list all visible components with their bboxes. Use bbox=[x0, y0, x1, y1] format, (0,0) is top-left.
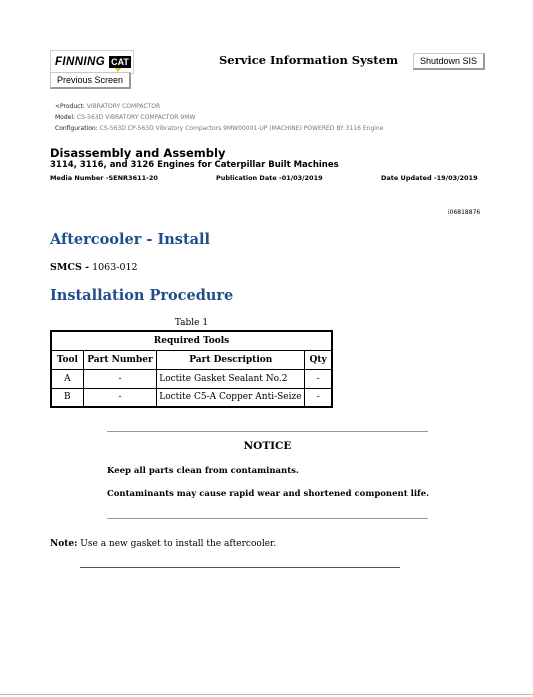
configuration-value: CS-563D CP-563D Vibratory Compactors 9MW00001-UP (MACHINE) POWERED BY 3116 Engine bbox=[99, 125, 384, 132]
section-heading: Installation Procedure bbox=[50, 287, 234, 304]
configuration-key: Configuration: bbox=[55, 125, 98, 132]
smcs-value: 1063-012 bbox=[89, 262, 138, 273]
table-title-row bbox=[51, 331, 332, 350]
model-key: Model: bbox=[55, 114, 76, 121]
finning-logo-text: FINNING bbox=[55, 56, 106, 68]
note bbox=[50, 539, 276, 549]
product-value: VIBRATORY COMPACTOR bbox=[86, 103, 161, 110]
table-cell: - bbox=[83, 369, 157, 388]
finning-cat-logo bbox=[50, 50, 134, 74]
column-header: Tool bbox=[51, 350, 83, 369]
table-cell: Loctite C5-A Copper Anti-Seize bbox=[157, 388, 305, 407]
required-tools-table bbox=[50, 330, 333, 408]
column-header: Part Description bbox=[157, 350, 305, 369]
shutdown-sis-button[interactable]: Shutdown SIS bbox=[413, 53, 485, 70]
table-header-row bbox=[51, 350, 332, 369]
column-header: Qty bbox=[305, 350, 332, 369]
table-cell: B bbox=[51, 388, 83, 407]
publication-date: Publication Date -01/03/2019 bbox=[216, 174, 323, 182]
table-cell: - bbox=[83, 388, 157, 407]
notice-line-1: Keep all parts clean from contaminants. bbox=[107, 466, 299, 476]
table-title: Required Tools bbox=[51, 331, 332, 350]
notice-title: NOTICE bbox=[243, 440, 292, 452]
note-divider bbox=[80, 567, 400, 568]
previous-screen-button[interactable]: Previous Screen bbox=[50, 72, 131, 89]
table-cell: Loctite Gasket Sealant No.2 bbox=[157, 369, 305, 388]
document-id: i06818876 bbox=[448, 209, 481, 216]
configuration-line bbox=[55, 125, 383, 132]
notice-top-divider bbox=[107, 431, 428, 432]
document-title: Disassembly and Assembly bbox=[50, 146, 226, 160]
notice-bottom-divider bbox=[107, 518, 428, 519]
smcs-code bbox=[50, 262, 138, 273]
cat-logo-icon: CAT bbox=[111, 57, 129, 67]
table-cell: - bbox=[305, 369, 332, 388]
model-line bbox=[55, 114, 195, 121]
app-title: Service Information System bbox=[219, 53, 399, 67]
table-caption: Table 1 bbox=[174, 318, 209, 328]
date-updated: Date Updated -19/03/2019 bbox=[381, 174, 478, 182]
product-line bbox=[55, 103, 160, 110]
notice-line-2: Contaminants may cause rapid wear and shortened component life. bbox=[107, 489, 430, 499]
note-text: Use a new gasket to install the aftercooler. bbox=[77, 539, 277, 549]
smcs-label: SMCS - bbox=[50, 262, 90, 273]
media-number: Media Number -SENR3611-20 bbox=[50, 174, 158, 182]
product-key: <Product: bbox=[55, 103, 85, 110]
page-heading: Aftercooler - Install bbox=[50, 231, 211, 248]
table-cell: - bbox=[305, 388, 332, 407]
document-subtitle: 3114, 3116, and 3126 Engines for Caterpillar Built Machines bbox=[50, 160, 339, 170]
note-label: Note: bbox=[50, 539, 78, 549]
table-row bbox=[51, 369, 332, 388]
model-value: CS-563D VIBRATORY COMPACTOR 9MW bbox=[76, 114, 196, 121]
table-cell: A bbox=[51, 369, 83, 388]
page-bottom-divider bbox=[0, 694, 533, 695]
column-header: Part Number bbox=[83, 350, 157, 369]
table-row bbox=[51, 388, 332, 407]
